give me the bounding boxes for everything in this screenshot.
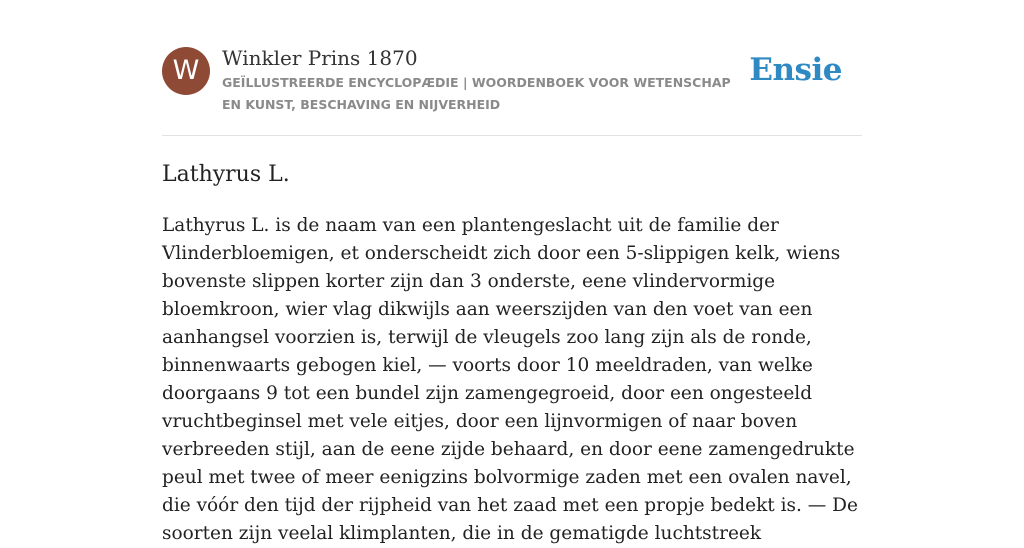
header-divider (162, 135, 862, 136)
source-avatar[interactable]: W (162, 47, 210, 95)
source-subtitle: GEÏLLUSTREERDE ENCYCLOPÆDIE | WOORDENBOEK VOOR WETENSCHAP EN KUNST, BESCHAVING EN NIJVERHEID (222, 75, 731, 112)
ensie-logo[interactable]: Ensie (749, 52, 842, 88)
source-header (162, 46, 862, 136)
source-title-link[interactable]: Winkler Prins 1870 (222, 46, 418, 70)
entry-body: Lathyrus L. is de naam van een plantengeslacht uit de familie der Vlinderbloemigen, et onderscheidt zich door een 5-slippigen kelk, wiens bovenste slippen korter zijn dan 3 onderste, eene vlindervormige bloemkroon, wier vlag dikwijls aan weerszijden van den voet van een aanhangsel voorzien is, terwijl de vleugels zoo lang zijn als de ronde, binnenwaarts gebogen kiel, — voorts door 10 meeldraden, van welke doorgaans 9 tot een bundel zijn zamengegroeid, door een ongesteeld vruchtbeginsel met vele eitjes, door een lijnvormigen of naar boven verbreeden stijl, aan de eene zijde behaard, en door eene zamengedrukte peul met twee of meer eenigzins bolvormige zaden met een ovalen navel, die vóór den tijd der rijpheid van het zaad met een propje bedekt is. — De soorten zijn veelal klimplanten, die in de gematigde luchtstreek (162, 215, 858, 544)
entry-title: Lathyrus L. (162, 162, 290, 187)
